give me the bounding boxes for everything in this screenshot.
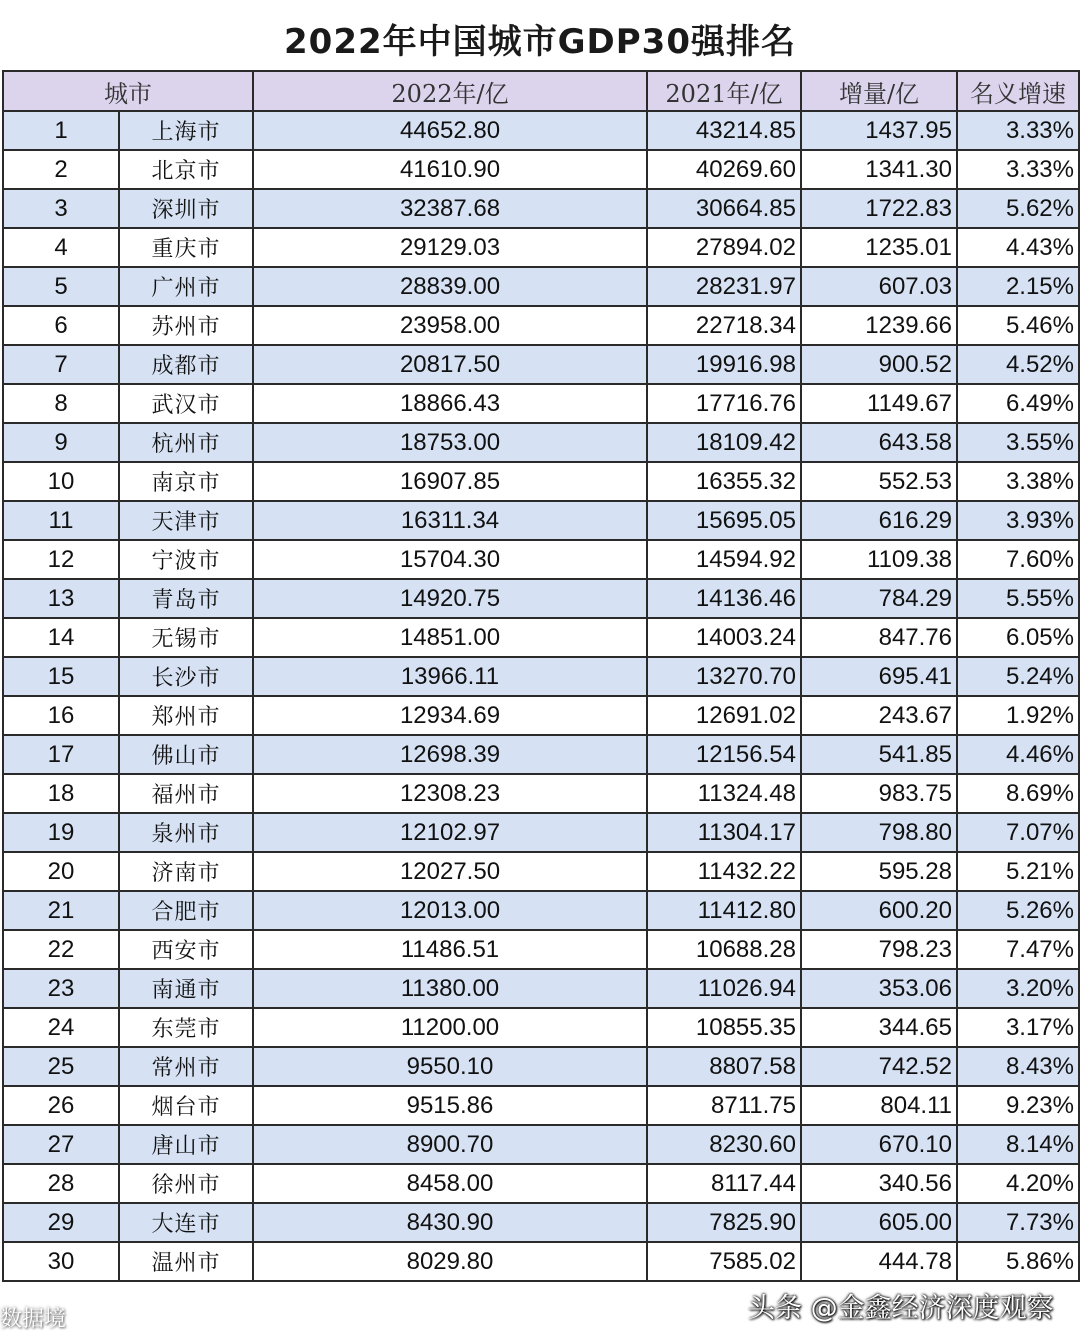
cell-growth: 4.46% <box>957 735 1079 774</box>
cell-gdp-2021: 7585.02 <box>647 1242 801 1281</box>
cell-gdp-2022: 15704.30 <box>253 540 647 579</box>
cell-city: 成都市 <box>119 345 253 384</box>
cell-growth: 1.92% <box>957 696 1079 735</box>
table-row <box>3 1203 1079 1242</box>
cell-rank: 2 <box>3 150 119 189</box>
cell-growth: 4.52% <box>957 345 1079 384</box>
cell-increase: 243.67 <box>801 696 957 735</box>
cell-growth: 4.43% <box>957 228 1079 267</box>
cell-growth: 8.43% <box>957 1047 1079 1086</box>
cell-city: 泉州市 <box>119 813 253 852</box>
cell-increase: 1341.30 <box>801 150 957 189</box>
header-gdp-2021: 2021年/亿 <box>647 71 801 111</box>
cell-rank: 10 <box>3 462 119 501</box>
cell-gdp-2022: 16311.34 <box>253 501 647 540</box>
cell-gdp-2021: 11026.94 <box>647 969 801 1008</box>
cell-city: 青岛市 <box>119 579 253 618</box>
cell-city: 上海市 <box>119 111 253 150</box>
cell-rank: 20 <box>3 852 119 891</box>
table-row <box>3 150 1079 189</box>
cell-growth: 5.46% <box>957 306 1079 345</box>
table-row <box>3 618 1079 657</box>
cell-rank: 4 <box>3 228 119 267</box>
cell-city: 福州市 <box>119 774 253 813</box>
cell-increase: 1722.83 <box>801 189 957 228</box>
cell-increase: 340.56 <box>801 1164 957 1203</box>
cell-gdp-2021: 8230.60 <box>647 1125 801 1164</box>
table-row <box>3 774 1079 813</box>
cell-city: 长沙市 <box>119 657 253 696</box>
cell-increase: 983.75 <box>801 774 957 813</box>
cell-rank: 12 <box>3 540 119 579</box>
cell-rank: 5 <box>3 267 119 306</box>
cell-gdp-2022: 41610.90 <box>253 150 647 189</box>
cell-city: 重庆市 <box>119 228 253 267</box>
cell-rank: 26 <box>3 1086 119 1125</box>
cell-gdp-2021: 15695.05 <box>647 501 801 540</box>
table-row <box>3 228 1079 267</box>
cell-gdp-2021: 12691.02 <box>647 696 801 735</box>
cell-growth: 7.47% <box>957 930 1079 969</box>
cell-increase: 605.00 <box>801 1203 957 1242</box>
cell-increase: 798.23 <box>801 930 957 969</box>
cell-increase: 798.80 <box>801 813 957 852</box>
cell-rank: 14 <box>3 618 119 657</box>
cell-gdp-2022: 13966.11 <box>253 657 647 696</box>
cell-increase: 670.10 <box>801 1125 957 1164</box>
header-city: 城市 <box>3 71 253 111</box>
table-row <box>3 930 1079 969</box>
cell-city: 广州市 <box>119 267 253 306</box>
cell-rank: 11 <box>3 501 119 540</box>
cell-gdp-2021: 17716.76 <box>647 384 801 423</box>
cell-gdp-2022: 11380.00 <box>253 969 647 1008</box>
cell-gdp-2022: 12013.00 <box>253 891 647 930</box>
cell-rank: 23 <box>3 969 119 1008</box>
cell-gdp-2022: 44652.80 <box>253 111 647 150</box>
cell-city: 常州市 <box>119 1047 253 1086</box>
cell-rank: 29 <box>3 1203 119 1242</box>
table-row <box>3 969 1079 1008</box>
table-row <box>3 1164 1079 1203</box>
cell-rank: 22 <box>3 930 119 969</box>
cell-gdp-2022: 23958.00 <box>253 306 647 345</box>
cell-gdp-2021: 10688.28 <box>647 930 801 969</box>
cell-city: 温州市 <box>119 1242 253 1281</box>
cell-growth: 4.20% <box>957 1164 1079 1203</box>
cell-rank: 18 <box>3 774 119 813</box>
cell-gdp-2021: 14136.46 <box>647 579 801 618</box>
cell-gdp-2022: 18753.00 <box>253 423 647 462</box>
cell-growth: 7.07% <box>957 813 1079 852</box>
cell-city: 烟台市 <box>119 1086 253 1125</box>
cell-gdp-2022: 8458.00 <box>253 1164 647 1203</box>
cell-rank: 9 <box>3 423 119 462</box>
cell-rank: 28 <box>3 1164 119 1203</box>
cell-city: 南通市 <box>119 969 253 1008</box>
cell-rank: 15 <box>3 657 119 696</box>
table-row <box>3 1008 1079 1047</box>
cell-growth: 5.24% <box>957 657 1079 696</box>
table-row <box>3 306 1079 345</box>
cell-gdp-2022: 12102.97 <box>253 813 647 852</box>
cell-gdp-2022: 32387.68 <box>253 189 647 228</box>
cell-gdp-2022: 28839.00 <box>253 267 647 306</box>
cell-gdp-2022: 11200.00 <box>253 1008 647 1047</box>
cell-rank: 13 <box>3 579 119 618</box>
cell-city: 宁波市 <box>119 540 253 579</box>
table-row <box>3 384 1079 423</box>
cell-rank: 17 <box>3 735 119 774</box>
cell-increase: 784.29 <box>801 579 957 618</box>
cell-gdp-2022: 12698.39 <box>253 735 647 774</box>
header-gdp-2022: 2022年/亿 <box>253 71 647 111</box>
cell-rank: 7 <box>3 345 119 384</box>
cell-city: 北京市 <box>119 150 253 189</box>
cell-gdp-2022: 9550.10 <box>253 1047 647 1086</box>
cell-gdp-2021: 7825.90 <box>647 1203 801 1242</box>
cell-gdp-2022: 9515.86 <box>253 1086 647 1125</box>
cell-gdp-2022: 12027.50 <box>253 852 647 891</box>
table-row <box>3 579 1079 618</box>
table-row <box>3 891 1079 930</box>
cell-gdp-2021: 43214.85 <box>647 111 801 150</box>
cell-growth: 3.17% <box>957 1008 1079 1047</box>
cell-city: 佛山市 <box>119 735 253 774</box>
cell-gdp-2021: 13270.70 <box>647 657 801 696</box>
cell-growth: 3.38% <box>957 462 1079 501</box>
cell-gdp-2021: 12156.54 <box>647 735 801 774</box>
cell-city: 郑州市 <box>119 696 253 735</box>
cell-growth: 2.15% <box>957 267 1079 306</box>
cell-gdp-2021: 8807.58 <box>647 1047 801 1086</box>
cell-rank: 25 <box>3 1047 119 1086</box>
cell-rank: 16 <box>3 696 119 735</box>
cell-gdp-2021: 18109.42 <box>647 423 801 462</box>
cell-gdp-2022: 14851.00 <box>253 618 647 657</box>
table-row <box>3 1125 1079 1164</box>
cell-increase: 847.76 <box>801 618 957 657</box>
cell-gdp-2021: 19916.98 <box>647 345 801 384</box>
cell-rank: 6 <box>3 306 119 345</box>
table-row <box>3 111 1079 150</box>
cell-growth: 7.60% <box>957 540 1079 579</box>
cell-increase: 600.20 <box>801 891 957 930</box>
page-title: 2022年中国城市GDP30强排名 <box>284 22 796 62</box>
cell-gdp-2021: 16355.32 <box>647 462 801 501</box>
table-row <box>3 735 1079 774</box>
cell-growth: 3.20% <box>957 969 1079 1008</box>
cell-increase: 1109.38 <box>801 540 957 579</box>
table-row <box>3 501 1079 540</box>
cell-growth: 5.26% <box>957 891 1079 930</box>
cell-increase: 1437.95 <box>801 111 957 150</box>
cell-gdp-2022: 16907.85 <box>253 462 647 501</box>
cell-gdp-2022: 11486.51 <box>253 930 647 969</box>
cell-increase: 616.29 <box>801 501 957 540</box>
cell-city: 苏州市 <box>119 306 253 345</box>
cell-growth: 5.55% <box>957 579 1079 618</box>
cell-growth: 3.55% <box>957 423 1079 462</box>
header-increase: 增量/亿 <box>801 71 957 111</box>
cell-city: 济南市 <box>119 852 253 891</box>
cell-gdp-2021: 28231.97 <box>647 267 801 306</box>
cell-gdp-2022: 8430.90 <box>253 1203 647 1242</box>
cell-increase: 643.58 <box>801 423 957 462</box>
cell-city: 西安市 <box>119 930 253 969</box>
cell-rank: 30 <box>3 1242 119 1281</box>
source-watermark: 头条 @金鑫经济深度观察 <box>748 1293 1054 1324</box>
cell-rank: 24 <box>3 1008 119 1047</box>
table-row <box>3 462 1079 501</box>
cell-gdp-2021: 11304.17 <box>647 813 801 852</box>
cell-gdp-2021: 14594.92 <box>647 540 801 579</box>
table-row <box>3 1047 1079 1086</box>
cell-increase: 444.78 <box>801 1242 957 1281</box>
table-row <box>3 267 1079 306</box>
cell-rank: 3 <box>3 189 119 228</box>
cell-rank: 1 <box>3 111 119 150</box>
cell-increase: 1239.66 <box>801 306 957 345</box>
cell-gdp-2021: 11432.22 <box>647 852 801 891</box>
cell-gdp-2021: 27894.02 <box>647 228 801 267</box>
cell-growth: 3.93% <box>957 501 1079 540</box>
cell-gdp-2021: 22718.34 <box>647 306 801 345</box>
table-row <box>3 696 1079 735</box>
cell-increase: 607.03 <box>801 267 957 306</box>
cell-growth: 6.05% <box>957 618 1079 657</box>
cell-gdp-2022: 8029.80 <box>253 1242 647 1281</box>
cell-increase: 742.52 <box>801 1047 957 1086</box>
cell-gdp-2022: 12934.69 <box>253 696 647 735</box>
table-row <box>3 813 1079 852</box>
cell-increase: 353.06 <box>801 969 957 1008</box>
cell-gdp-2022: 20817.50 <box>253 345 647 384</box>
cell-growth: 5.62% <box>957 189 1079 228</box>
cell-gdp-2022: 8900.70 <box>253 1125 647 1164</box>
cell-gdp-2021: 30664.85 <box>647 189 801 228</box>
cell-increase: 1235.01 <box>801 228 957 267</box>
cell-growth: 5.86% <box>957 1242 1079 1281</box>
cell-growth: 6.49% <box>957 384 1079 423</box>
cell-rank: 19 <box>3 813 119 852</box>
cell-increase: 595.28 <box>801 852 957 891</box>
cell-rank: 8 <box>3 384 119 423</box>
table-header-row <box>3 71 1079 111</box>
cell-gdp-2022: 29129.03 <box>253 228 647 267</box>
cell-growth: 3.33% <box>957 150 1079 189</box>
table-row <box>3 1242 1079 1281</box>
cell-city: 大连市 <box>119 1203 253 1242</box>
table-row <box>3 540 1079 579</box>
logo-watermark: 数据境 <box>0 1307 67 1332</box>
table-row <box>3 423 1079 462</box>
cell-gdp-2021: 14003.24 <box>647 618 801 657</box>
cell-city: 深圳市 <box>119 189 253 228</box>
cell-gdp-2021: 40269.60 <box>647 150 801 189</box>
table-row <box>3 852 1079 891</box>
cell-rank: 21 <box>3 891 119 930</box>
table-row <box>3 657 1079 696</box>
cell-growth: 8.69% <box>957 774 1079 813</box>
cell-growth: 3.33% <box>957 111 1079 150</box>
cell-gdp-2022: 12308.23 <box>253 774 647 813</box>
cell-city: 武汉市 <box>119 384 253 423</box>
cell-increase: 541.85 <box>801 735 957 774</box>
cell-increase: 344.65 <box>801 1008 957 1047</box>
cell-city: 无锡市 <box>119 618 253 657</box>
cell-rank: 27 <box>3 1125 119 1164</box>
cell-gdp-2021: 8117.44 <box>647 1164 801 1203</box>
cell-gdp-2021: 11324.48 <box>647 774 801 813</box>
cell-city: 徐州市 <box>119 1164 253 1203</box>
cell-growth: 9.23% <box>957 1086 1079 1125</box>
header-growth: 名义增速 <box>957 71 1079 111</box>
cell-increase: 900.52 <box>801 345 957 384</box>
cell-increase: 804.11 <box>801 1086 957 1125</box>
cell-growth: 8.14% <box>957 1125 1079 1164</box>
cell-growth: 7.73% <box>957 1203 1079 1242</box>
table-row <box>3 1086 1079 1125</box>
cell-city: 唐山市 <box>119 1125 253 1164</box>
cell-gdp-2021: 11412.80 <box>647 891 801 930</box>
cell-city: 南京市 <box>119 462 253 501</box>
cell-city: 东莞市 <box>119 1008 253 1047</box>
cell-growth: 5.21% <box>957 852 1079 891</box>
cell-increase: 1149.67 <box>801 384 957 423</box>
cell-gdp-2021: 8711.75 <box>647 1086 801 1125</box>
gdp-ranking-table <box>2 70 1080 1282</box>
table-row <box>3 345 1079 384</box>
cell-gdp-2021: 10855.35 <box>647 1008 801 1047</box>
cell-increase: 552.53 <box>801 462 957 501</box>
cell-city: 天津市 <box>119 501 253 540</box>
cell-city: 合肥市 <box>119 891 253 930</box>
cell-city: 杭州市 <box>119 423 253 462</box>
cell-gdp-2022: 14920.75 <box>253 579 647 618</box>
table-row <box>3 189 1079 228</box>
cell-increase: 695.41 <box>801 657 957 696</box>
cell-gdp-2022: 18866.43 <box>253 384 647 423</box>
